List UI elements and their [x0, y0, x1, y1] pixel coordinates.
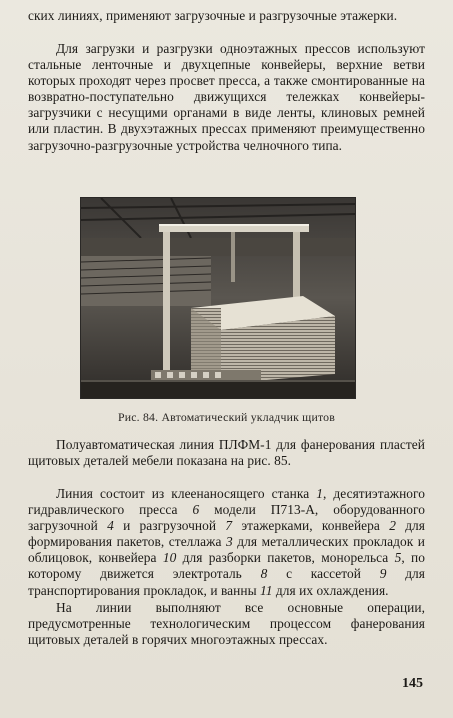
reference-number: 8 [260, 566, 268, 582]
paragraph-1 [28, 41, 425, 154]
text-run: и разгрузочной [113, 518, 226, 534]
text-run: На линии выполняют все основные операции, предусмотренные технологическим процессом фанерования щитовых деталей в горячих многоэтажных прессах. [28, 600, 425, 648]
reference-number: 4 [107, 518, 114, 534]
text-run: , по которому движется электроталь [28, 550, 425, 582]
reference-number: 1 [316, 486, 323, 501]
text-run: этажерками, конвейера [232, 518, 390, 534]
text-run: для металлических прокладок и облицовок, конвейера [28, 534, 425, 566]
text-run: ских линиях, применяют загрузочные и разгрузочные этажерки. [28, 8, 398, 23]
text-run: Для загрузки и разгрузки одноэтажных прессов используют стальные ленточные и двухцепные конвейеры, верхние ветви которых проходят через просвет пресса, а также смонтированные на возвратно-поступательно движущихся тележках конвейеры-загрузчики с несущими органами в виде ленты, клиновых ремней или пластин. В двухэтажных прессах применяют преимущественно загрузочно-разгрузочные устройства челночного типа. [28, 41, 425, 153]
text-run: для их охлаждения. [272, 582, 389, 598]
paragraph-2 [28, 437, 425, 469]
paragraph-0 [28, 8, 425, 24]
automatic-panel-stacker-photo [81, 198, 355, 398]
text-run: , десятиэтажного гидравлического пресса [28, 486, 425, 518]
paragraph-3 [28, 486, 425, 599]
reference-number: 5 [394, 550, 402, 566]
reference-number: 10 [162, 550, 177, 566]
text-run: для транспортирования прокладок, и ванны [28, 566, 425, 598]
reference-number: 6 [192, 502, 200, 518]
reference-number: 9 [379, 566, 387, 582]
text-run: для формирования пакетов, стеллажа [28, 518, 425, 550]
text-run: с кассетой [267, 566, 380, 582]
paragraph-4 [28, 600, 425, 648]
text-run: Полуавтоматическая линия ПЛФМ-1 для фанерования пластей щитовых деталей мебели показана на рис. 85. [28, 437, 425, 469]
reference-number: 7 [225, 518, 233, 534]
text-run: модели П713-А, оборудованного загрузочной [28, 502, 426, 534]
text-run: для разборки пакетов, монорельса [176, 550, 395, 566]
reference-number: 2 [389, 518, 396, 534]
reference-number: 3 [225, 534, 233, 550]
text-run: Линия состоит из клеенаносящего станка [56, 486, 317, 501]
figure-photo [80, 197, 356, 399]
page-number: 145 [402, 676, 423, 691]
figure-caption: Рис. 84. Автоматический укладчик щитов [117, 410, 336, 424]
reference-number: 11 [260, 582, 273, 598]
